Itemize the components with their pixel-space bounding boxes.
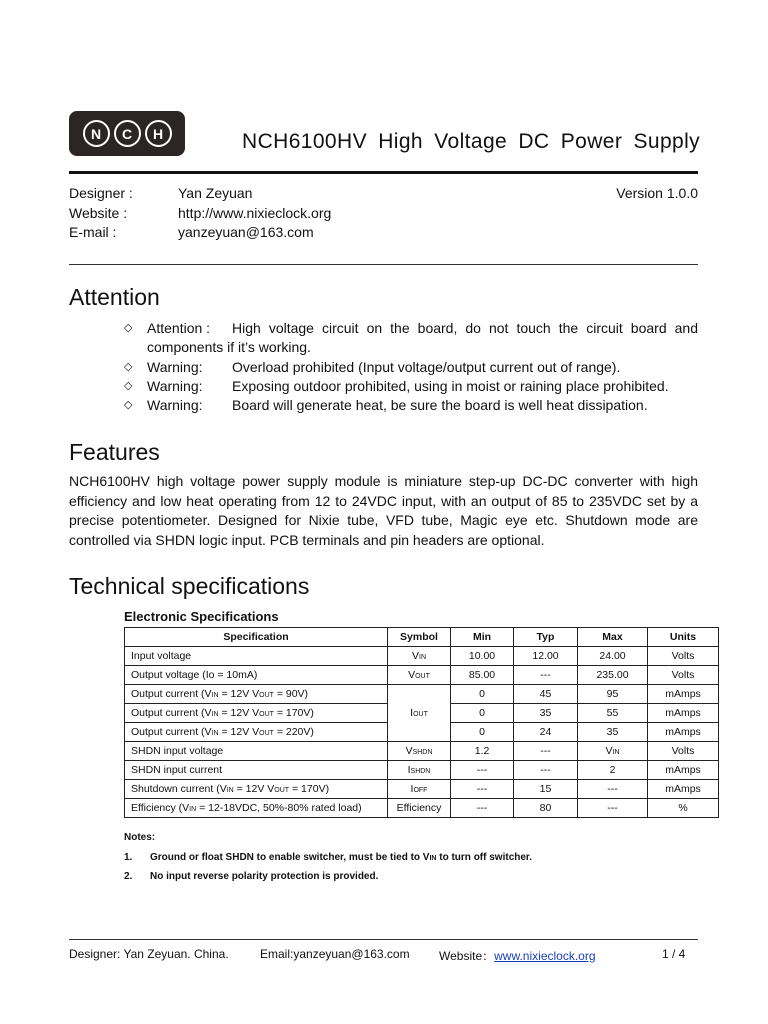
table-row: SHDN input voltage VSHDN 1.2 --- VIN Volts — [125, 742, 719, 761]
footer-website-link[interactable]: www.nixieclock.org — [494, 949, 596, 963]
version-label: Version 1.0.0 — [616, 185, 698, 201]
diamond-bullet-icon: ◇ — [124, 361, 133, 373]
column-header: Symbol — [388, 628, 451, 647]
column-header: Specification — [125, 628, 388, 647]
features-heading: Features — [69, 439, 160, 465]
page-number: 1 / 4 — [662, 947, 686, 961]
table-row: Output voltage (Io = 10mA) VOUT 85.00 --- 235.00 Volts — [125, 666, 719, 685]
footer-rule — [69, 939, 698, 940]
column-header: Max — [578, 628, 648, 647]
designer-label: Designer : — [69, 185, 133, 201]
column-header: Units — [648, 628, 719, 647]
column-header: Min — [451, 628, 514, 647]
tech-spec-heading: Technical specifications — [69, 573, 310, 599]
diamond-bullet-icon: ◇ — [124, 399, 133, 411]
footer-designer: Designer: Yan Zeyuan. China. — [69, 947, 229, 961]
logo-letter-h: H — [145, 120, 172, 147]
diamond-bullet-icon: ◇ — [124, 380, 133, 392]
note-item: 2. No input reverse polarity protection is provided. — [124, 871, 379, 882]
diamond-bullet-icon: ◇ — [124, 322, 133, 334]
iout-symbol-cell: IOUT — [388, 685, 451, 742]
column-header: Typ — [514, 628, 578, 647]
nch-logo — [69, 111, 185, 156]
attention-heading: Attention — [69, 284, 160, 310]
document-title: NCH6100HV High Voltage DC Power Supply — [242, 130, 701, 153]
website-label: Website : — [69, 205, 128, 221]
meta-rule — [69, 264, 698, 265]
features-paragraph: NCH6100HV high voltage power supply module is miniature step-up DC-DC converter with high efficiency and low heat operating from 12 to 24VDC input, with an output of 85 to 235VDC set by a precise potentiometer. Designed for Nixie tube, VFD tube, Magic eye etc. Shutdown mode are controlled via SHDN logic input. PCB terminals and pin headers are optional. — [69, 473, 698, 548]
note-item: 1. Ground or float SHDN to enable switcher, must be tied to VIN to turn off switcher. — [124, 852, 533, 863]
email-label: E-mail : — [69, 224, 117, 240]
table-row: Input voltage VIN 10.00 12.00 24.00 Volts — [125, 647, 719, 666]
footer-website: Website：www.nixieclock.org — [439, 949, 596, 963]
table-row: Output current (VIN = 12V VOUT = 220V) 0 24 35 mAmps — [125, 723, 719, 742]
table-row: Output current (VIN = 12V VOUT = 170V) 0 35 55 mAmps — [125, 704, 719, 723]
notes-label: Notes: — [124, 832, 156, 843]
table-row: Shutdown current (VIN = 12V VOUT = 170V) IOFF --- 15 --- mAmps — [125, 780, 719, 799]
electronic-spec-subheading: Electronic Specifications — [124, 609, 279, 624]
email-value[interactable]: yanzeyuan@163.com — [178, 224, 314, 240]
table-row: Efficiency (VIN = 12-18VDC, 50%-80% rated load) Efficiency --- 80 --- % — [125, 799, 719, 818]
footer-email: Email:yanzeyuan@163.com — [260, 947, 410, 961]
table-row: Output current (VIN = 12V VOUT = 90V) IOUT 0 45 95 mAmps — [125, 685, 719, 704]
spec-table — [124, 627, 719, 818]
table-row: SHDN input current ISHDN --- --- 2 mAmps — [125, 761, 719, 780]
logo-letter-n: N — [83, 120, 110, 147]
logo-letter-c: C — [114, 120, 141, 147]
header-rule — [69, 171, 698, 174]
table-header-row — [125, 628, 719, 647]
website-value[interactable]: http://www.nixieclock.org — [178, 205, 332, 221]
designer-value: Yan Zeyuan — [178, 185, 253, 201]
